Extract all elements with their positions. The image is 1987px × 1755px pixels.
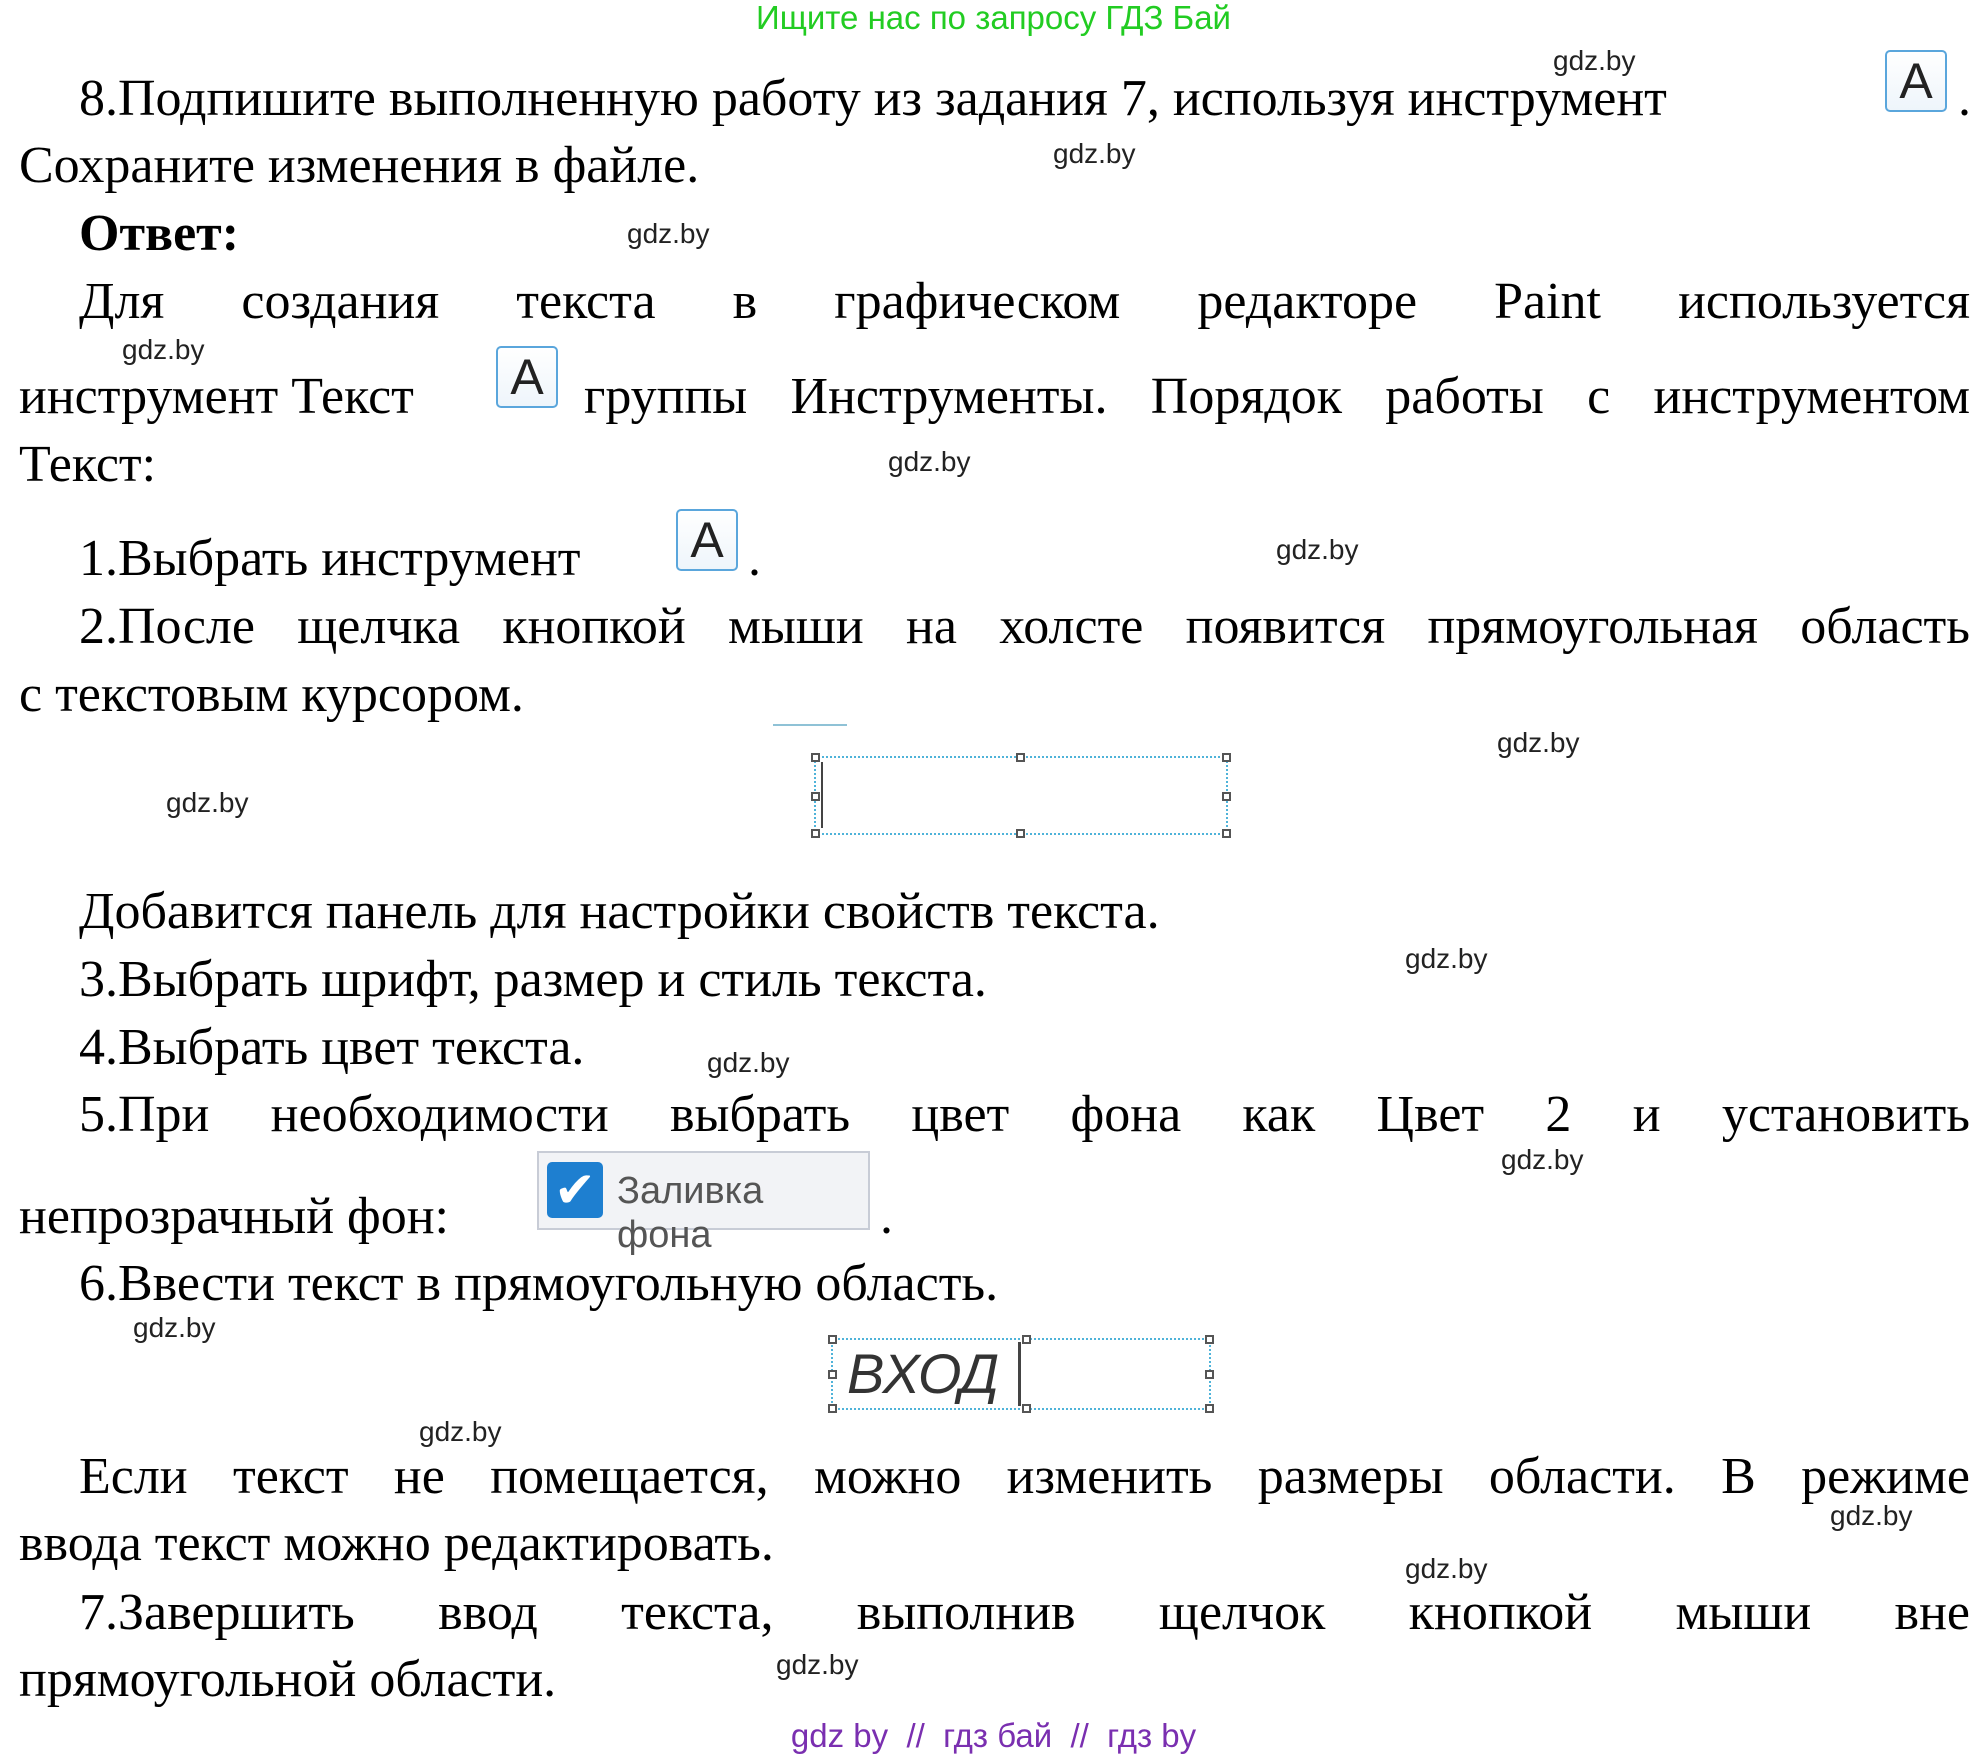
step-5-line1: 5.При необходимости выбрать цвет фона как Цвет 2 и установить — [79, 1086, 1970, 1143]
watermark: gdz.by — [1053, 138, 1136, 169]
resize-note-line1: Если текст не помещается, можно изменить размеры области. В режиме — [79, 1448, 1970, 1505]
step-3: 3.Выбрать шрифт, размер и стиль текста. — [79, 951, 987, 1008]
watermark: gdz.by — [627, 218, 710, 249]
step-7-line2: прямоугольной области. — [19, 1651, 557, 1708]
resize-handle — [811, 829, 820, 838]
sample-text: ВХОД — [847, 1342, 1000, 1405]
step-5-period: . — [880, 1188, 893, 1245]
resize-note-line2: ввода текст можно редактировать. — [19, 1515, 774, 1572]
step-7-line1: 7.Завершить ввод текста, выполнив щелчок кнопкой мыши вне — [79, 1584, 1970, 1641]
step-1-period: . — [748, 530, 761, 587]
footer-links: gdz by // гдз бай // гдз by — [790, 1717, 1197, 1754]
watermark: gdz.by — [888, 446, 971, 477]
watermark: gdz.by — [1830, 1500, 1913, 1531]
task-line-1: 8.Подпишите выполненную работу из задания 7, используя инструмент — [79, 70, 1667, 127]
text-cursor — [1018, 1342, 1021, 1406]
watermark: gdz.by — [1276, 534, 1359, 565]
checkbox-label: Заливка фона — [617, 1170, 764, 1256]
resize-handle — [1016, 753, 1025, 762]
resize-handle — [1016, 829, 1025, 838]
watermark: gdz.by — [122, 334, 205, 365]
resize-handle — [811, 792, 820, 801]
answer-title: Ответ: — [79, 205, 240, 262]
resize-handle — [828, 1404, 837, 1413]
resize-handle — [1022, 1404, 1031, 1413]
search-hint-banner: Ищите нас по запросу ГДЗ Бай — [756, 0, 1231, 36]
resize-handle — [1222, 753, 1231, 762]
resize-handle — [828, 1370, 837, 1379]
step-4: 4.Выбрать цвет текста. — [79, 1019, 585, 1076]
answer-p1-line3: Текст: — [19, 436, 157, 493]
step-2-line1: 2.После щелчка кнопкой мыши на холсте появится прямоугольная область — [79, 598, 1970, 655]
filled-text-area — [831, 1338, 1211, 1410]
panel-note: Добавится панель для настройки свойств текста. — [79, 883, 1160, 940]
watermark: gdz.by — [776, 1649, 859, 1680]
watermark: gdz.by — [1553, 45, 1636, 76]
resize-handle — [1222, 829, 1231, 838]
fill-background-checkbox — [537, 1151, 870, 1256]
divider — [773, 724, 847, 726]
text-cursor — [821, 762, 823, 828]
watermark: gdz.by — [1405, 943, 1488, 974]
resize-handle — [1222, 792, 1231, 801]
resize-handle — [1205, 1404, 1214, 1413]
step-2-line2: с текстовым курсором. — [19, 666, 524, 723]
watermark: gdz.by — [1405, 1553, 1488, 1584]
text-tool-icon: A — [496, 346, 558, 408]
watermark: gdz.by — [419, 1416, 502, 1447]
watermark: gdz.by — [1497, 727, 1580, 758]
answer-p1-line1: Для создания текста в графическом редакторе Paint используется — [79, 273, 1970, 330]
text-tool-icon: A — [676, 509, 738, 571]
answer-p1-line2a: инструмент Текст — [19, 368, 414, 425]
resize-handle — [1022, 1335, 1031, 1344]
task-line-1-period: . — [1958, 70, 1971, 127]
resize-handle — [1205, 1335, 1214, 1344]
answer-p1-line2b: группы Инструменты. Порядок работы с инструментом — [584, 368, 1970, 425]
resize-handle — [828, 1335, 837, 1344]
resize-handle — [1205, 1370, 1214, 1379]
step-5-line2: непрозрачный фон: — [19, 1188, 449, 1245]
watermark: gdz.by — [133, 1312, 216, 1343]
resize-handle — [811, 753, 820, 762]
watermark: gdz.by — [707, 1047, 790, 1078]
empty-text-area — [814, 756, 1228, 835]
step-6: 6.Ввести текст в прямоугольную область. — [79, 1255, 999, 1312]
checkmark-icon: ✔ — [547, 1162, 603, 1218]
watermark: gdz.by — [1501, 1144, 1584, 1175]
step-1: 1.Выбрать инструмент — [79, 530, 581, 587]
text-tool-icon: A — [1885, 50, 1947, 112]
task-line-2: Сохраните изменения в файле. — [19, 137, 700, 194]
watermark: gdz.by — [166, 787, 249, 818]
